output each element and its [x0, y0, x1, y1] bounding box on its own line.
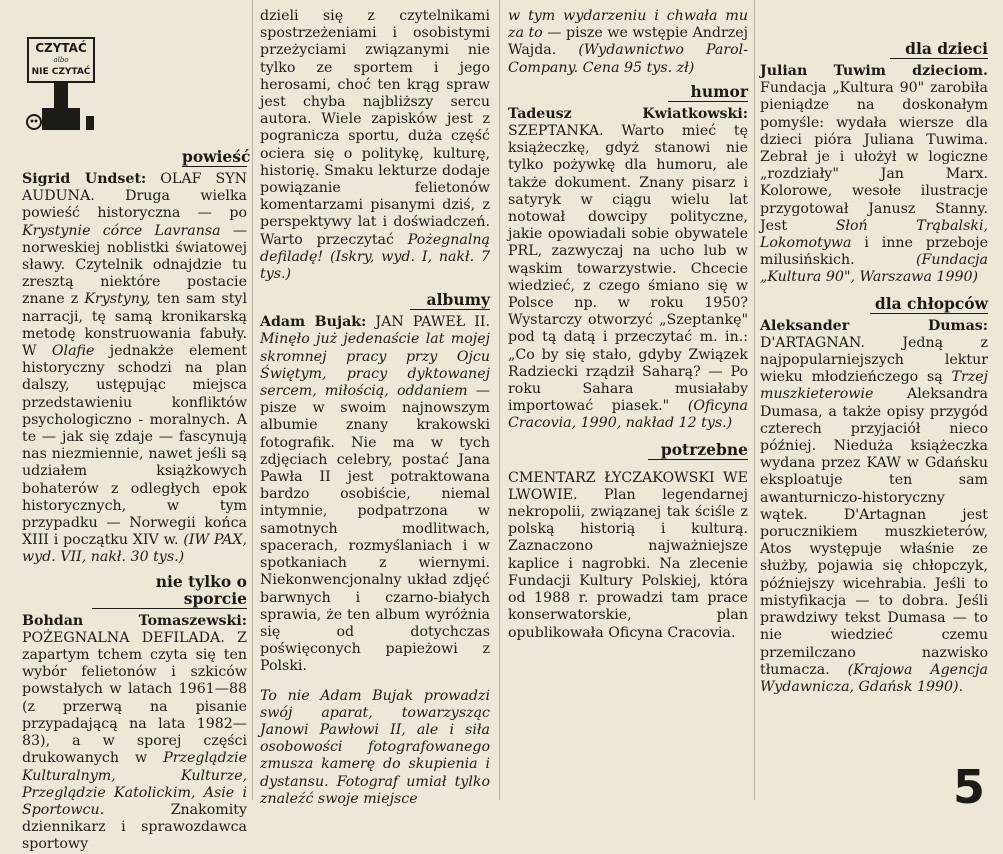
author: Aleksander Dumas:	[760, 317, 988, 334]
column-1	[22, 147, 251, 854]
column-divider	[499, 0, 500, 800]
article-undset: Sigrid Undset: OLAF SYN AUDUNA. Druga wielka powieść historyczna — po Krystynie córce Lavransa — norweskiej noblistki światowej sławy. Czytelnik odnajdzie tu zresztą niektóre postacie znane z Krystyny, ten sam styl narracji, tę samą kronikarską metodę konstruowania fabuły. W Olafie jednakże element historyczny schodzi na plan dalszy, ustępując miejsca przedstawieniu konfliktów psychologiczno - moralnych. A te — jak się zdaje — fascynują nas niezmiennie, nawet jeśli są udziałem książkowych bohaterów z odległych epok historycznych, w tym przypadku — Norwegii końca XIII i początku XIV w. (IW PAX, wyd. VII, nakł. 30 tys.)	[22, 171, 248, 566]
column-3	[508, 8, 748, 642]
publisher-info: (Iskry, wyd. I, nakł. 7 tys.)	[260, 248, 491, 283]
publisher-info: (IW PAX, wyd. VII, nakł. 30 tys.)	[22, 532, 247, 566]
author: Julian Tuwim dzieciom.	[760, 63, 988, 79]
book-title: OLAF SYN AUDUNA.	[22, 171, 247, 205]
section-rubric: dla dzieci	[890, 40, 988, 59]
article-tomaszewski: Bohdan Tomaszewski: POŻEGNALNA DEFILADA. Z zapartym tchem czyta się ten wybór felietonów i szkiców powstałych w latach 1961—88 (z przerwą na pisanie przypadającą na lata 1982—83), a w sporej części drukowanych w Przeglądzie Kulturalnym, Kulturze, Przeglądzie Katolickim, Asie i Sportowcu. Znakomity dziennikarz i sprawozdawca sportowy	[22, 612, 247, 853]
book-title: D'ARTAGNAN.	[760, 334, 865, 351]
author: Adam Bujak:	[260, 314, 367, 331]
section-rubric: humor	[668, 83, 748, 102]
section-rubric: nie tylko o sporcie	[92, 573, 247, 609]
svg-text:NIE CZYTAĆ: NIE CZYTAĆ	[31, 67, 91, 77]
page-number: 5	[952, 760, 985, 814]
article-bujak: Adam Bujak: JAN PAWEŁ II. Minęło już jedenaście lat mojej skromnej pracy przy Ojcu Świętym, pracy dyktowanej sercem, miłością, oddaniem — pisze w swoim najnowszym albumie znany krakowski fotografik. Nie ma w tych zdjęciach celebry, postać Jana Pawła II jest potraktowana bardzo osobiście, niemal intymnie, podpatrzona w samotnych modlitwach, spacerach, rozmyślaniach i w spotkaniach z wiernymi. Niekonwencjonalny układ zdjęć barwnych i czarno-białych sprawia, że ten album wyróżnia się od dotychczas poświęconych papieżowi z Polski.	[260, 314, 490, 675]
book-title: SZEPTANKA.	[508, 123, 604, 140]
czytac-logo-icon	[22, 34, 102, 134]
article-tomaszewski-cont: dzieli się z czytelnikami spostrzeżeniami i osobistymi przeżyciami związanymi nie tylko ze sportem i jego herosami, choć ten krąg spraw jest chyba najbliższy sercu autora. Wiele zapisków jest z pogranicza sportu, duża część ociera się o politykę, kulturę, historię. Smaku lekturze dodaje powiązanie felietonów komentarzami pisanymi dziś, z perspektywy lat i doświadczeń. Warto przeczytać Pożegnalną defiladę! (Iskry, wyd. I, nakł. 7 tys.)	[260, 8, 491, 283]
article-bujak-quote: To nie Adam Bujak prowadzi swój aparat, towarzysząc Janowi Pawłowi II, ale i siła osobowości fotografowanego zmusza kamerę do skupienia i dystansu. Fotograf umiał tylko znaleźć swoje miejsce	[260, 687, 490, 807]
section-rubric: dla chłopców	[870, 295, 988, 314]
column-4	[760, 40, 988, 696]
publisher-info: (Fundacja „Kultura 90", Warszawa 1990)	[760, 252, 988, 286]
section-rubric: albumy	[410, 291, 490, 310]
article-tuwim: Julian Tuwim dzieciom. Fundacja „Kultura 90" zarobiła pieniądze na doskonałym pomyśle: wydała wiersze dla dzieci pióra Juliana Tuwima. Zebrał je i ułożył w logiczne „rozdziały" Jan Marx. Kolorowe, wesołe ilustracje przygotował Janusz Stanny. Jest Słoń Trąbalski, Lokomotywa i inne przeboje milusińskich. (Fundacja „Kultura 90", Warszawa 1990)	[760, 63, 988, 286]
column-divider	[754, 0, 755, 800]
column-2	[260, 8, 490, 808]
article-kwiatkowski: Tadeusz Kwiatkowski: SZEPTANKA. Warto mieć tę książeczkę, gdyż stanowi nie tylko pożywkę dla humoru, ale także dokument. Znany pisarz i satyryk w ciągu wielu lat notował dowcipy polityczne, jakie opowiadali sobie obywatele PRL, zazwyczaj na ucho lub w wąskim towarzystwie. Chcecie wiedzieć, z czego śmiano się w Polsce np. w roku 1950? Wystarczy otworzyć „Szeptankę" pod tą datą i przeczytać m. in.: „Co by się stało, gdyby Związek Radziecki rządził Saharą? — Po roku Sahara musiałaby importować piasek." (Oficyna Cracovia, 1990, nakład 12 tys.)	[508, 105, 748, 432]
author: Sigrid Undset:	[22, 171, 147, 187]
article-cmentarz: CMENTARZ ŁYCZAKOWSKI WE LWOWIE. Plan legendarnej nekropolii, związanej tak ściśle z polską historią i kulturą. Zaznaczono najważniejsze kaplice i nagrobki. Na zlecenie Fundacji Kultury Polskiej, która od 1988 r. prowadzi tam prace konserwatorskie, plan opublikowała Oficyna Cracovia.	[508, 469, 749, 641]
publisher-info: (Wydawnictwo Parol-Company. Cena 95 tys. zł)	[508, 42, 749, 76]
book-title: JAN PAWEŁ II.	[375, 314, 490, 331]
svg-text:albo: albo	[53, 56, 69, 64]
author: Tadeusz Kwiatkowski:	[508, 105, 748, 122]
book-title: POŻEGNALNA DEFILADA.	[22, 629, 225, 646]
article-bujak-cont: w tym wydarzeniu i chwała mu za to — pisze we wstępie Andrzej Wajda. (Wydawnictwo Parol-Company. Cena 95 tys. zł)	[508, 8, 749, 76]
author: Bohdan Tomaszewski:	[22, 612, 247, 629]
section-rubric: potrzebne	[648, 441, 748, 460]
article-dumas: Aleksander Dumas: D'ARTAGNAN. Jedną z najpopularniejszych lektur wieku młodzieńczego są Trzej muszkieterowie Aleksandra Dumasa, a także opisy przygód czterech przyjaciół nieco później. Nieduża książeczka wydana przez KAW w Gdańsku eksploatuje ten sam awanturniczo-historyczny wątek. D'Artagnan jest porucznikiem muszkieterów, Atos występuje właśnie ze służby, pojawia się chłopczyk, późniejszy wicehrabia. Jeśli to mistyfikacja — to dobra. Jeśli prawdziwy tekst Dumasa — to nie wiedzieć czemu przemilczano nazwisko tłumacza. (Krajowa Agencja Wydawnicza, Gdańsk 1990).	[760, 317, 989, 695]
svg-text:CZYTAĆ: CZYTAĆ	[35, 41, 87, 55]
book-title: CMENTARZ ŁYCZAKOWSKI WE LWOWIE.	[508, 469, 748, 503]
publisher-info: (Krajowa Agencja Wydawnicza, Gdańsk 1990).	[760, 661, 989, 695]
section-rubric: powieść	[182, 147, 251, 166]
publisher-info: (Oficyna Cracovia, 1990, nakład 12 tys.)	[508, 398, 748, 432]
column-divider	[252, 0, 253, 800]
